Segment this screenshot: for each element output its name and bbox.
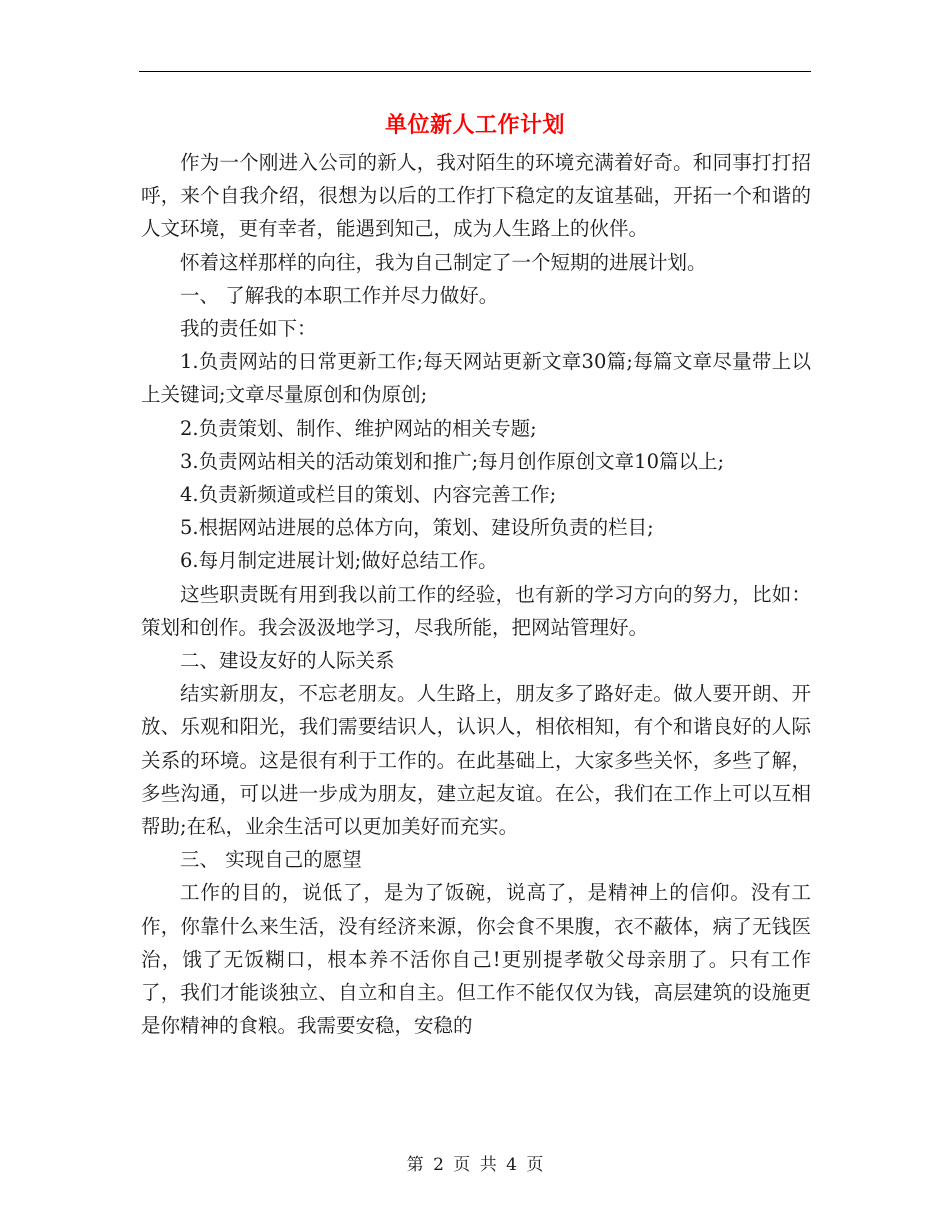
responsibility-item-5: 5.根据网站进展的总体方向，策划、建设所负责的栏目; <box>180 516 654 540</box>
paragraph-duties-summary: 这些职责既有用到我以前工作的经验，也有新的学习方向的努力，比如：策划和创作。我会汲汲地学习，尽我所能，把网站管理好。 <box>141 582 811 639</box>
page-number: 第 2 页 共 4 页 <box>406 1155 544 1175</box>
document-title: 单位新人工作计划 <box>384 112 565 138</box>
responsibility-item-1: 1.负责网站的日常更新工作;每天网站更新文章30篇;每篇文章尽量带上以上关键词;文章尽量原创和伪原创; <box>141 350 811 407</box>
paragraph-goals: 工作的目的，说低了，是为了饭碗，说高了，是精神上的信仰。没有工作，你靠什么来生活，没有经济来源，你会食不果腹，衣不蔽体，病了无钱医治，饿了无饭糊口，根本养不活你自己!更别提孝敬父母亲朋了。只有工作了，我们才能谈独立、自立和自主。但工作不能仅仅为钱，高层建筑的设施更是你精神的食粮。我需要安稳，安稳的 <box>141 881 811 1038</box>
responsibility-item-4: 4.负责新频道或栏目的策划、内容完善工作; <box>180 483 557 507</box>
document-body <box>141 146 811 1042</box>
responsibility-item-3: 3.负责网站相关的活动策划和推广;每月创作原创文章10篇以上; <box>180 449 725 473</box>
paragraph-plan-intro: 怀着这样那样的向往，我为自己制定了一个短期的进展计划。 <box>180 250 707 274</box>
paragraph-intro: 作为一个刚进入公司的新人，我对陌生的环境充满着好奇。和同事打打招呼，来个自我介绍，很想为以后的工作打下稳定的友谊基础，开拓一个和谐的人文环境，更有幸者，能遇到知己，成为人生路上的伙伴。 <box>141 151 811 241</box>
section-heading-3: 三、 实现自己的愿望 <box>180 848 362 872</box>
section-heading-2: 二、建设友好的人际关系 <box>180 649 395 673</box>
section-heading-1: 一、 了解我的本职工作并尽力做好。 <box>180 283 499 307</box>
header-rule <box>139 71 811 72</box>
responsibilities-label: 我的责任如下： <box>180 317 317 341</box>
responsibility-item-6: 6.每月制定进展计划;做好总结工作。 <box>180 549 498 573</box>
responsibility-item-2: 2.负责策划、制作、维护网站的相关专题; <box>180 416 537 440</box>
paragraph-relationships: 结实新朋友，不忘老朋友。人生路上，朋友多了路好走。做人要开朗、开放、乐观和阳光，我们需要结识人，认识人，相依相知，有个和谐良好的人际关系的环境。这是很有利于工作的。在此基础上，大家多些关怀，多些了解，多些沟通，可以进一步成为朋友，建立起友谊。在公，我们在工作上可以互相帮助;在私，业余生活可以更加美好而充实。 <box>141 682 811 839</box>
